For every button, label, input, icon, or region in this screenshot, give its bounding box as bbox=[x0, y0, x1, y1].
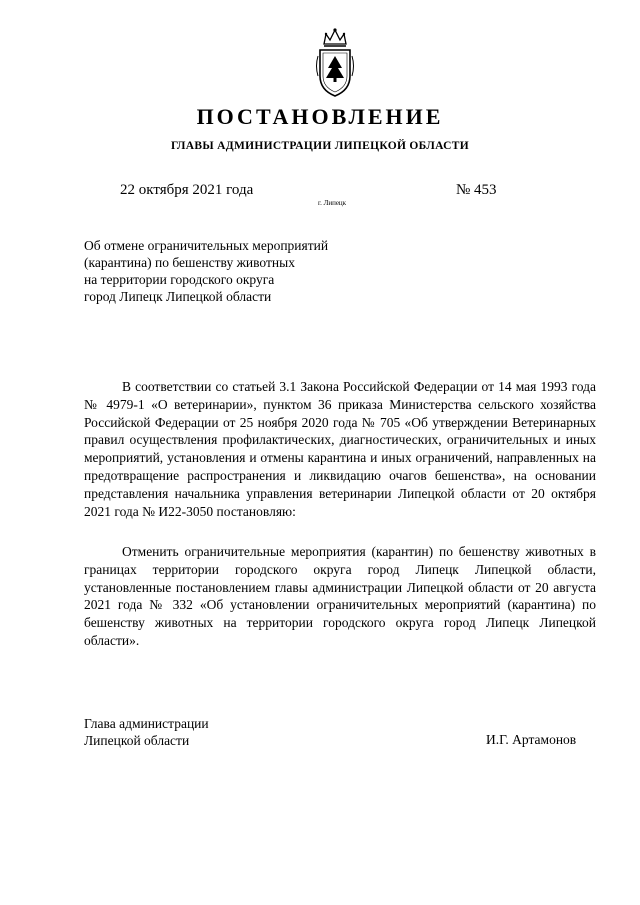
subject-line: Об отмене ограничительных мероприятий bbox=[84, 238, 329, 253]
document-city: г. Липецк bbox=[318, 199, 347, 207]
document-date: 22 октября 2021 года bbox=[120, 182, 254, 198]
document-title: ПОСТАНОВЛЕНИЕ bbox=[196, 104, 444, 129]
document-subject bbox=[84, 237, 384, 305]
document-number: № 453 bbox=[456, 182, 497, 198]
signatory-position-line: Глава администрации bbox=[84, 716, 209, 731]
document-subtitle: ГЛАВЫ АДМИНИСТРАЦИИ ЛИПЕЦКОЙ ОБЛАСТИ bbox=[171, 140, 469, 152]
subject-line: город Липецк Липецкой области bbox=[84, 289, 272, 304]
body-paragraph-1: В соответствии со статьей 3.1 Закона Российской Федерации от 14 мая 1993 года № 4979-1 «О ветеринарии», пунктом 36 приказа Министерства сельского хозяйства Российской Федерации от 25 ноября 2020 года № 705 «Об утверждении Ветеринарных правил осуществления профилактических, диагностических, ограничительных и иных мероприятий, установления и отмены карантина и иных ограничений, направленных на предотвращение распространения и ликвидацию очагов бешенства», на основании представления начальника управления ветеринарии Липецкой области от 20 октября 2021 года № И22-3050 постановляю: bbox=[84, 379, 596, 519]
body-paragraph-2: Отменить ограничительные мероприятия (карантин) по бешенству животных в границах территории городского округа город Липецк Липецкой области, установленные постановлением главы администрации Липецкой области от 20 августа 2021 года № 332 «Об установлении ограничительных мероприятий (карантина) по бешенству животных на территории городского округа город Липецк Липецкой области». bbox=[84, 544, 596, 648]
signatory-name: И.Г. Артамонов bbox=[486, 732, 577, 747]
subject-line: (карантина) по бешенству животных bbox=[84, 255, 295, 270]
signatory-position-line: Липецкой области bbox=[84, 733, 190, 748]
subject-line: на территории городского округа bbox=[84, 272, 275, 287]
signatory-position bbox=[84, 715, 209, 749]
lipetsk-oblast-coat-of-arms-icon bbox=[314, 26, 356, 98]
